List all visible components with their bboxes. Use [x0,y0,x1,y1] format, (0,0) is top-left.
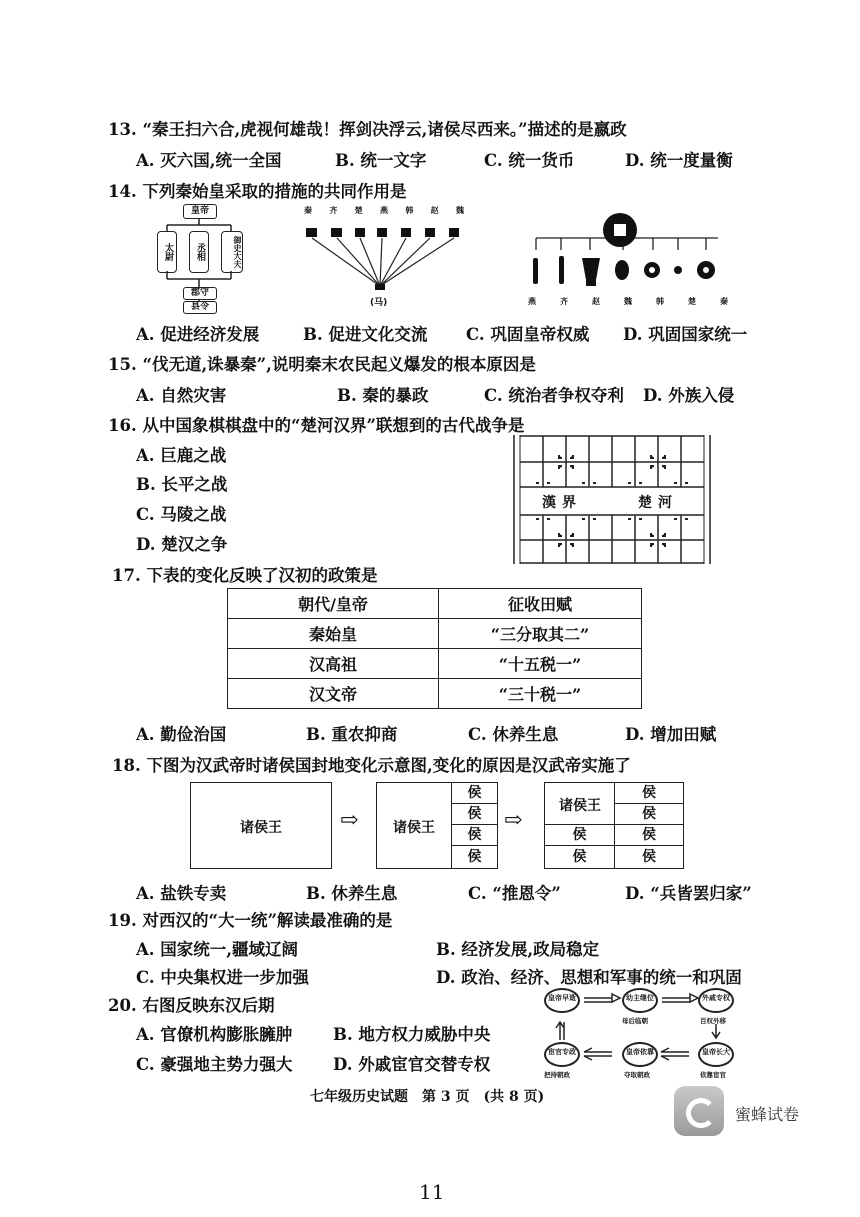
hou-cell: 侯 [614,803,684,825]
caption-seize: 夺取朝政 [624,1071,650,1079]
q15-option-a: A. 自然灾害 [136,386,227,405]
q17-stem: 17. 下表的变化反映了汉初的政策是 [112,566,378,585]
state-label: 赵 [430,206,439,215]
q16-option-b: B. 长平之战 [136,475,228,494]
fief-before-box [190,782,332,869]
q16-stem: 16. 从中国象棋棋盘中的“楚河汉界”联想到的古代战争是 [108,416,525,435]
states-row [304,205,464,216]
q17-option-d: D. 增加田赋 [625,725,717,744]
hou-cell: 侯 [451,845,498,869]
q13-option-b: B. 统一文字 [335,151,427,170]
q19-option-a: A. 国家统一,疆域辽阔 [136,940,299,959]
page-number: 11 [419,1180,445,1204]
q14-stem: 14. 下列秦始皇采取的措施的共同作用是 [108,182,407,201]
coin-label: 燕 [528,297,536,306]
eastern-han-cycle-diagram [540,986,760,1078]
q13-option-a: A. 灭六国,统一全国 [136,151,282,170]
q17-option-a: A. 勤俭治国 [136,725,227,744]
q13-option-c: C. 统一货币 [484,151,575,170]
fief-before-label: 诸侯王 [240,820,282,836]
fief-middle-box [376,782,498,869]
board-chu-river: 楚河 [638,495,678,511]
q18-option-d: D. “兵皆罢归家” [625,884,752,903]
q14-script-unification-figure [300,204,470,310]
watermark-text: 蜜蜂试卷 [735,1105,800,1124]
q18-option-a: A. 盐铁专卖 [136,884,227,903]
horse-caption: (马) [370,298,388,308]
coin-label: 魏 [624,297,632,306]
hou-cell: 侯 [451,803,498,825]
hou-cell: 侯 [614,845,684,869]
coin-labels-row [528,296,728,307]
taiwei-box: 太尉 [157,231,177,273]
q15-stem: 15. “伐无道,诛暴秦”,说明秦末农民起义爆发的根本原因是 [108,355,536,374]
q20-stem: 20. 右图反映东汉后期 [108,996,275,1015]
caption-control: 把持朝政 [544,1071,570,1079]
watermark-logo [674,1086,724,1136]
coin-label: 秦 [720,297,728,306]
q14-currency-unification-figure [528,210,728,310]
table-header-cell: 征收田赋 [439,589,642,619]
q16-option-d: D. 楚汉之争 [136,535,228,554]
chancellor-box: 丞相 [189,231,209,273]
state-label: 楚 [354,206,363,215]
node-consort-kin-power: 外戚专权 [698,988,734,1013]
q17-option-b: B. 重农抑商 [306,725,398,744]
table-header-cell: 朝代/皇帝 [228,589,439,619]
fief-change-figure [190,782,690,872]
hou-cell: 侯 [544,824,615,846]
node-emperor-relies: 皇帝依靠 [622,1042,658,1067]
table-cell: 汉文帝 [228,679,439,709]
table-row [228,649,642,679]
table-cell: “三十税一” [439,679,642,709]
node-eunuch-power: 宦官专政 [544,1042,580,1067]
table-cell: “十五税一” [439,649,642,679]
state-label: 齐 [329,206,338,215]
q13-option-d: D. 统一度量衡 [625,151,733,170]
q20-option-b: B. 地方权力威胁中央 [333,1025,491,1044]
page-footer: 七年级历史试题 第 3 页 (共 8 页) [310,1089,545,1105]
caption-regent: 母后临朝 [622,1017,648,1025]
table-row [228,679,642,709]
q14-official-hierarchy-figure [155,203,245,315]
q14-option-a: A. 促进经济发展 [136,325,260,344]
q13-stem: 13. “秦王扫六合,虎视何雄哉！挥剑决浮云,诸侯尽西来。”描述的是嬴政 [108,120,627,139]
q14-option-d: D. 巩固国家统一 [623,325,748,344]
q20-option-d: D. 外戚宦官交替专权 [333,1055,491,1074]
coin-label: 赵 [592,297,600,306]
board-han-border: 漢界 [542,495,582,511]
q20-option-a: A. 官僚机构膨胀臃肿 [136,1025,293,1044]
node-emperor-grows-up: 皇帝长大 [698,1042,734,1067]
q19-option-c: C. 中央集权进一步加强 [136,968,309,987]
q17-option-c: C. 休养生息 [468,725,559,744]
prefect-box: 郡守 [183,287,217,300]
coin-label: 楚 [688,297,696,306]
q18-option-b: B. 休养生息 [306,884,398,903]
q18-option-c: C. “推恩令” [468,884,561,903]
coin-label: 韩 [656,297,664,306]
q16-option-a: A. 巨鹿之战 [136,446,227,465]
coin-label: 齐 [560,297,568,306]
q16-option-c: C. 马陵之战 [136,505,227,524]
emperor-box: 皇帝 [183,204,217,219]
censor-box: 御史大夫 [221,231,243,273]
table-row [228,589,642,619]
hou-cell: 侯 [451,824,498,846]
state-label: 韩 [405,206,414,215]
fief-middle-king: 诸侯王 [393,820,435,836]
state-label: 秦 [304,206,312,215]
table-cell: “三分取其二” [439,619,642,649]
q19-option-b: B. 经济发展,政局稳定 [436,940,600,959]
q20-option-c: C. 豪强地主势力强大 [136,1055,293,1074]
caption-rely-eunuch: 依靠宦官 [700,1071,726,1079]
node-child-emperor: 幼主继位 [622,988,658,1013]
table-row [228,619,642,649]
hou-cell: 侯 [544,845,615,869]
tax-table [227,588,642,709]
state-label: 魏 [455,206,464,215]
hou-cell: 侯 [451,782,498,804]
table-cell: 汉高祖 [228,649,439,679]
q14-option-c: C. 巩固皇帝权威 [466,325,590,344]
q15-option-c: C. 统治者争权夺利 [484,386,624,405]
hou-cell: 侯 [614,824,684,846]
q19-stem: 19. 对西汉的“大一统”解读最准确的是 [108,911,393,930]
fief-after-box [544,782,684,869]
chess-board-figure [508,433,716,566]
caption-power-shift: 百权外移 [700,1017,726,1025]
node-emperor-early-death: 皇帝早逝 [544,988,580,1013]
q15-option-d: D. 外族入侵 [643,386,735,405]
q15-option-b: B. 秦的暴政 [337,386,429,405]
q19-option-d: D. 政治、经济、思想和军事的统一和巩固 [436,968,742,987]
q18-stem: 18. 下图为汉武帝时诸侯国封地变化示意图,变化的原因是汉武帝实施了 [112,756,631,775]
table-cell: 秦始皇 [228,619,439,649]
state-label: 燕 [379,206,388,215]
county-box: 县令 [183,301,217,314]
fief-after-king: 诸侯王 [559,798,601,814]
arrow-icon: ⇨ [340,807,359,833]
hou-cell: 侯 [614,782,684,804]
arrow-icon: ⇨ [504,807,523,833]
q14-option-b: B. 促进文化交流 [303,325,428,344]
